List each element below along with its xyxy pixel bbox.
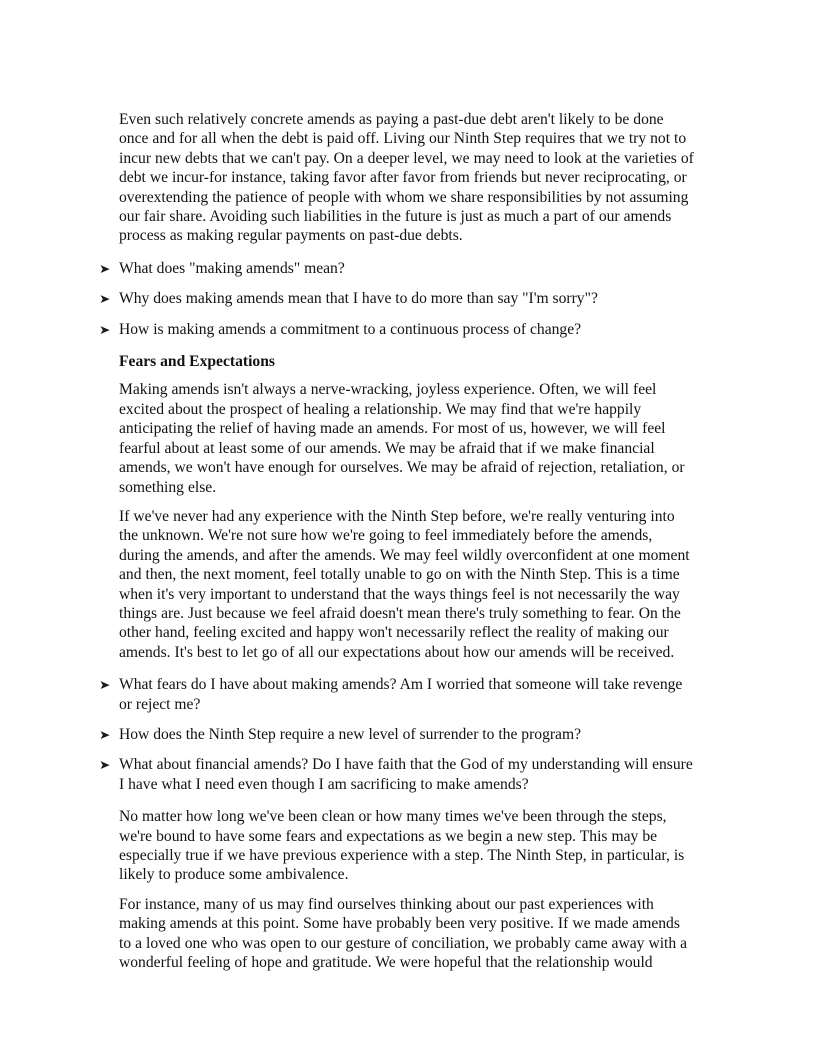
question-text: Why does making amends mean that I have to do more than say "I'm sorry"? [119,290,598,308]
question-text: What fears do I have about making amends? Am I worried that someone will take revenge or reject me? [119,676,683,713]
question-item [99,725,695,744]
paragraph-fears-and-expectations-new-step: No matter how long we've been clean or how many times we've been through the steps, we're bound to have some fears and expectations as we begin a new step. This may be especially true if we have previous experience with a step. The Ninth Step, in particular, is likely to produce some ambivalence. [119,808,685,884]
arrowhead-bullet-icon: ➤ [99,321,111,337]
section-heading-fears-and-expectations: Fears and Expectations [119,353,275,371]
arrowhead-bullet-icon: ➤ [99,260,111,276]
question-item [99,289,695,308]
paragraph-past-experiences: For instance, many of us may find ourselves thinking about our past experiences with making amends at this point. Some have probably been very positive. If we made amends to a loved one who was open to our gesture of conciliation, we probably came away with a wonderful feeling of hope and gratitude. We were hopeful that the relationship would [119,895,688,972]
question-item [99,675,695,714]
page-content [99,110,695,982]
arrowhead-bullet-icon: ➤ [99,291,111,307]
question-item [99,259,695,278]
paragraph-making-amends-feelings: Making amends isn't always a nerve-wracking, joyless experience. Often, we will feel excited about the prospect of healing a relationship. We may find that we're happily anticipating the relief of having made an amends. For most of us, however, we will feel fearful about at least some of our amends. We may be afraid that if we make financial amends, we won't have enough for ourselves. We may be afraid of rejection, retaliation, or something else. [119,381,685,496]
paragraph-ninth-step-unknown: If we've never had any experience with the Ninth Step before, we're really venturing into the unknown. We're not sure how we're going to feel immediately before the amends, during the amends, and after the amends. We may feel wildly overconfident at one moment and then, the next moment, feel totally unable to go on with the Ninth Step. This is a time when it's very important to understand that the ways things feel is not necessarily the way things are. Just because we feel afraid doesn't mean there's truly something to fear. On the other hand, feeling excited and happy won't necessarily reflect the reality of making our amends. It's best to let go of all our expectations about how our amends will be received. [119,507,690,661]
question-item [99,320,695,339]
question-text: What does "making amends" mean? [119,259,345,277]
question-text: How does the Ninth Step require a new level of surrender to the program? [119,725,582,743]
arrowhead-bullet-icon: ➤ [99,726,111,742]
question-text: How is making amends a commitment to a continuous process of change? [119,320,582,338]
paragraph-opening: Even such relatively concrete amends as paying a past-due debt aren't likely to be done once and for all when the debt is paid off. Living our Ninth Step requires that we try not to incur new debts that we can't pay. On a deeper level, we may need to look at the varieties of debt we incur-for instance, taking favor after favor from friends but never reciprocating, or overextending the patience of people with whom we share responsibilities by not assuming our fair share. Avoiding such liabilities in the future is just as much a part of our amends process as making regular payments on past-due debts. [119,111,694,245]
question-text: What about financial amends? Do I have faith that the God of my understanding will ensure I have what I need even though I am sacrificing to make amends? [119,756,693,793]
question-list-group-2 [99,675,695,794]
arrowhead-bullet-icon: ➤ [99,677,111,693]
question-item [99,755,695,794]
arrowhead-bullet-icon: ➤ [99,757,111,773]
question-list-group-1 [99,259,695,339]
